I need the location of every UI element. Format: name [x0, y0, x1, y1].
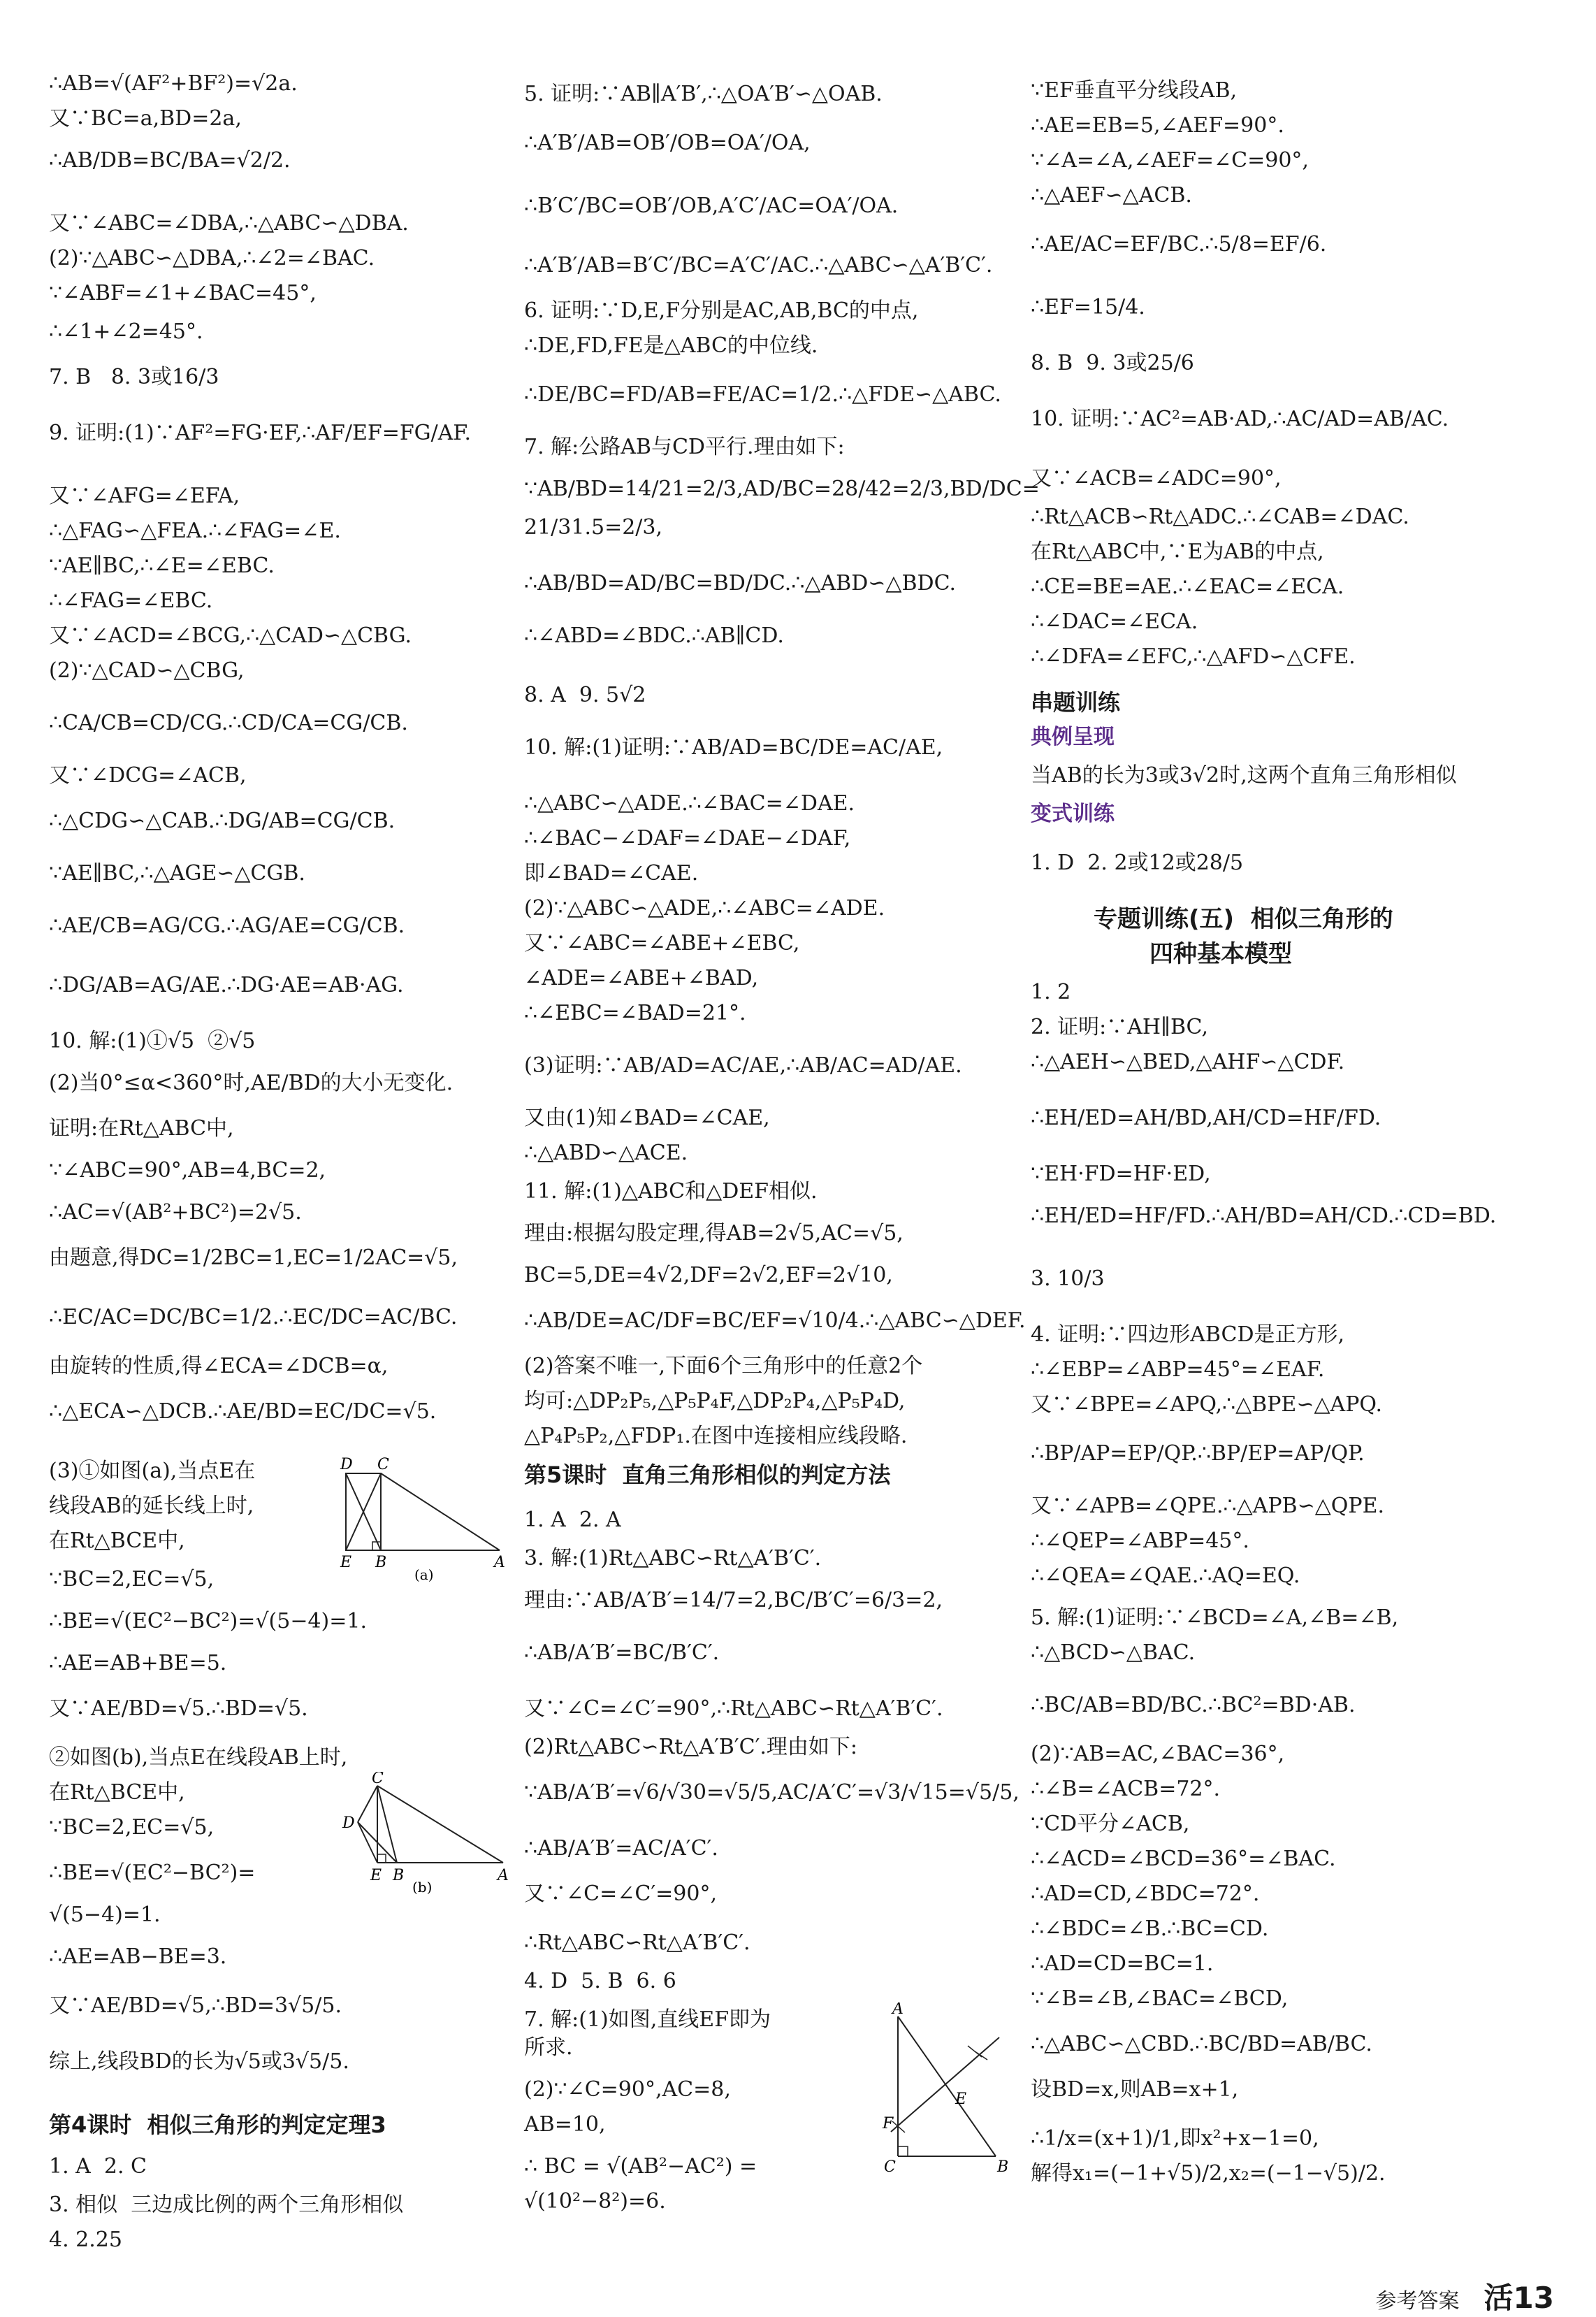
page-footer	[1375, 2275, 1554, 2317]
col3-line: ∵EF垂直平分线段AB,	[1031, 78, 1238, 103]
col3-line: ∴EF=15/4.	[1031, 295, 1145, 319]
col2-line: (2)Rt△ABC∽Rt△A′B′C′.理由如下:	[524, 1735, 858, 1759]
col3-line: ∴△AEH∽△BED,△AHF∽△CDF.	[1031, 1050, 1345, 1074]
col3-line: ∴CE=BE=AE.∴∠EAC=∠ECA.	[1031, 575, 1344, 599]
col1-line: ∴∠FAG=∠EBC.	[49, 589, 213, 613]
col3-line: ∵EH·FD=HF·ED,	[1031, 1162, 1211, 1186]
col3-line: 在Rt△ABC中,∵E为AB的中点,	[1031, 540, 1324, 564]
col1-line: ∴BE=√(EC²−BC²)=	[49, 1861, 256, 1885]
col3-line: ∴∠B=∠ACB=72°.	[1031, 1777, 1221, 1801]
col1-line: 1. A 2. C	[49, 2154, 147, 2179]
col2-line: ∴△ABD∽△ACE.	[524, 1141, 688, 1165]
col2-line: 4. D 5. B 6. 6	[524, 1969, 676, 1993]
col1-line: 10. 解:(1)①√5 ②√5	[49, 1029, 256, 1053]
col3-line: ∴AE=EB=5,∠AEF=90°.	[1031, 113, 1284, 138]
fig-b-label-d: D	[342, 1814, 355, 1832]
col2-line: 又∵∠ABC=∠ABE+∠EBC,	[524, 931, 800, 955]
col3-line: ∴△ABC∽△CBD.∴BC/BD=AB/BC.	[1031, 2032, 1372, 2056]
col2-line: ∴A′B′/AB=OB′/OB=OA′/OA,	[524, 131, 811, 155]
col2-line: 所求.	[524, 2035, 573, 2060]
fig-a-label-b: B	[375, 1554, 387, 1571]
col3-line: ∴1/x=(x+1)/1,即x²+x−1=0,	[1031, 2126, 1319, 2151]
col1-line: (2)∵△ABC∽△DBA,∴∠2=∠BAC.	[49, 246, 375, 270]
col2-line: 理由:根据勾股定理,得AB=2√5,AC=√5,	[524, 1221, 904, 1246]
fig-b-label-c: C	[372, 1772, 384, 1787]
col2-line: 即∠BAD=∠CAE.	[524, 861, 699, 886]
col3-line: 当AB的长为3或3√2时,这两个直角三角形相似	[1031, 763, 1457, 788]
col1-line: ∴AE=AB+BE=5.	[49, 1651, 227, 1675]
col2-line: ∴DE/BC=FD/AB=FE/AC=1/2.∴△FDE∽△ABC.	[524, 382, 1001, 407]
col2-line: ∴A′B′/AB=B′C′/BC=A′C′/AC.∴△ABC∽△A′B′C′.	[524, 253, 993, 277]
col1-line: 第4课时 相似三角形的判定定理3	[49, 2112, 386, 2138]
figure-b	[335, 1772, 517, 1898]
fig-b-label-b: B	[393, 1867, 405, 1884]
fig-b-label-a: A	[498, 1867, 509, 1884]
col3-line: ∵∠B=∠B,∠BAC=∠BCD,	[1031, 1986, 1289, 2011]
col3-line: 典例呈现	[1031, 725, 1115, 749]
col3-line: 10. 证明:∵AC²=AB·AD,∴AC/AD=AB/AC.	[1031, 407, 1449, 431]
fig-7-label-b: B	[997, 2158, 1009, 2176]
col1-line: ∵AE∥BC,∴∠E=∠EBC.	[49, 554, 275, 578]
col2-line: 11. 解:(1)△ABC和△DEF相似.	[524, 1179, 818, 1204]
col3-line: ∴△BCD∽△BAC.	[1031, 1640, 1196, 1665]
col1-line: ∵∠ABF=∠1+∠BAC=45°,	[49, 281, 317, 305]
fig-7-label-f: F	[883, 2115, 894, 2132]
fig-7-label-c: C	[884, 2158, 896, 2176]
col1-line: 4. 2.25	[49, 2228, 122, 2252]
col3-line: ∴∠ACD=∠BCD=36°=∠BAC.	[1031, 1847, 1336, 1871]
col3-line: ∴EH/ED=HF/FD.∴AH/BD=AH/CD.∴CD=BD.	[1031, 1204, 1497, 1228]
col3-line: ∵∠A=∠A,∠AEF=∠C=90°,	[1031, 148, 1309, 173]
col2-line: △P₄P₅P₂,△FDP₁.在图中连接相应线段略.	[524, 1424, 908, 1448]
col2-line: 21/31.5=2/3,	[524, 515, 663, 540]
col1-line: 又∵∠DCG=∠ACB,	[49, 763, 247, 788]
col2-line: 又∵∠C=∠C′=90°,∴Rt△ABC∽Rt△A′B′C′.	[524, 1696, 943, 1721]
col3-line: 专题训练(五) 相似三角形的	[1094, 905, 1393, 933]
col1-line: ②如图(b),当点E在线段AB上时,	[49, 1745, 348, 1770]
col1-line: 7. B 8. 3或16/3	[49, 365, 219, 389]
figure-a	[332, 1454, 514, 1587]
col3-line: ∴BP/AP=EP/QP.∴BP/EP=AP/QP.	[1031, 1441, 1365, 1466]
col1-line: ∴AE/CB=AG/CG.∴AG/AE=CG/CB.	[49, 914, 405, 938]
col1-line: ∴∠1+∠2=45°.	[49, 319, 203, 344]
col3-line: 3. 10/3	[1031, 1266, 1105, 1291]
col2-line: ∴∠BAC−∠DAF=∠DAE−∠DAF,	[524, 826, 851, 851]
col3-line: (2)∵AB=AC,∠BAC=36°,	[1031, 1742, 1285, 1766]
col3-line: ∴Rt△ACB∽Rt△ADC.∴∠CAB=∠DAC.	[1031, 505, 1409, 529]
col2-line: ∵AB/A′B′=√6/√30=√5/5,AC/A′C′=√3/√15=√5/5,	[524, 1780, 1020, 1805]
col2-line: BC=5,DE=4√2,DF=2√2,EF=2√10,	[524, 1263, 893, 1287]
col2-line: 理由:∵AB/A′B′=14/7=2,BC/B′C′=6/3=2,	[524, 1588, 943, 1612]
page-number: 活13	[1483, 2281, 1554, 2315]
col2-line: ∴B′C′/BC=OB′/OB,A′C′/AC=OA′/OA.	[524, 194, 899, 218]
col1-line: ∵BC=2,EC=√5,	[49, 1815, 215, 1840]
col3-line: ∵CD平分∠ACB,	[1031, 1812, 1190, 1836]
col1-line: 又∵∠ABC=∠DBA,∴△ABC∽△DBA.	[49, 211, 409, 236]
fig-a-label-e: E	[340, 1554, 352, 1571]
col2-line: 8. A 9. 5√2	[524, 683, 646, 707]
col1-line: 在Rt△BCE中,	[49, 1780, 185, 1805]
col1-line: (3)①如图(a),当点E在	[49, 1459, 256, 1483]
figure-7	[877, 2002, 1024, 2177]
col3-line: ∴∠BDC=∠B.∴BC=CD.	[1031, 1917, 1269, 1941]
col2-line: ∴DE,FD,FE是△ABC的中位线.	[524, 333, 818, 358]
col2-line: ∴AB/A′B′=BC/B′C′.	[524, 1640, 720, 1665]
fig-a-label-a: A	[494, 1554, 505, 1571]
col2-line: 6. 证明:∵D,E,F分别是AC,AB,BC的中点,	[524, 298, 919, 323]
col1-line: ∴DG/AB=AG/AE.∴DG·AE=AB·AG.	[49, 973, 404, 997]
col1-line: √(5−4)=1.	[49, 1903, 161, 1927]
col3-line: 又∵∠BPE=∠APQ,∴△BPE∽△APQ.	[1031, 1392, 1383, 1417]
col1-line: 综上,线段BD的长为√5或3√5/5.	[49, 2049, 349, 2074]
col2-line: ∠ADE=∠ABE+∠BAD,	[524, 966, 759, 990]
col1-line: ∴AB/DB=BC/BA=√2/2.	[49, 148, 291, 173]
col1-line: ∵∠ABC=90°,AB=4,BC=2,	[49, 1158, 326, 1183]
col3-line: 又∵∠APB=∠QPE.∴△APB∽△QPE.	[1031, 1494, 1385, 1518]
col2-line: 7. 解:公路AB与CD平行.理由如下:	[524, 435, 845, 459]
col2-line: 10. 解:(1)证明:∵AB/AD=BC/DE=AC/AE,	[524, 735, 943, 760]
col2-line: ∴AB/DE=AC/DF=BC/EF=√10/4.∴△ABC∽△DEF.	[524, 1308, 1026, 1333]
col3-line: 四种基本模型	[1149, 940, 1292, 968]
col2-line: 7. 解:(1)如图,直线EF即为	[524, 2007, 771, 2032]
col1-line: 3. 相似 三边成比例的两个三角形相似	[49, 2193, 404, 2217]
col1-line: (2)当0°≤α<360°时,AE/BD的大小无变化.	[49, 1071, 454, 1095]
col1-line: 线段AB的延长线上时,	[49, 1494, 254, 1518]
col1-line: 又∵BC=a,BD=2a,	[49, 106, 242, 131]
col2-line: ∴AB/BD=AD/BC=BD/DC.∴△ABD∽△BDC.	[524, 571, 956, 596]
col3-line: 8. B 9. 3或25/6	[1031, 351, 1194, 375]
col1-line: ∴BE=√(EC²−BC²)=√(5−4)=1.	[49, 1609, 368, 1633]
col1-line: 又∵AE/BD=√5.∴BD=√5.	[49, 1696, 308, 1721]
fig-b-label-e: E	[370, 1867, 382, 1884]
col2-line: (2)答案不唯一,下面6个三角形中的任意2个	[524, 1354, 923, 1378]
col1-line: ∴△CDG∽△CAB.∴DG/AB=CG/CB.	[49, 809, 396, 833]
col3-line: ∴BC/AB=BD/BC.∴BC²=BD·AB.	[1031, 1693, 1356, 1717]
col3-line: 2. 证明:∵AH∥BC,	[1031, 1015, 1208, 1039]
col1-line: ∴△FAG∽△FEA.∴∠FAG=∠E.	[49, 519, 341, 543]
col1-line: 在Rt△BCE中,	[49, 1529, 185, 1553]
col1-line: (2)∵△CAD∽△CBG,	[49, 658, 245, 683]
col1-line: 证明:在Rt△ABC中,	[49, 1116, 234, 1141]
col2-line: 3. 解:(1)Rt△ABC∽Rt△A′B′C′.	[524, 1546, 822, 1571]
col2-line: (3)证明:∵AB/AD=AC/AE,∴AB/AC=AD/AE.	[524, 1053, 962, 1078]
col1-line: ∴CA/CB=CD/CG.∴CD/CA=CG/CB.	[49, 711, 408, 735]
fig-7-label-a: A	[892, 2002, 904, 2018]
footer-label: 参考答案	[1375, 2289, 1460, 2314]
col1-line: ∵BC=2,EC=√5,	[49, 1567, 215, 1591]
col3-line: 又∵∠ACB=∠ADC=90°,	[1031, 466, 1282, 491]
col2-line: ∴△ABC∽△ADE.∴∠BAC=∠DAE.	[524, 791, 855, 816]
col1-line: ∴AB=√(AF²+BF²)=√2a.	[49, 71, 298, 96]
col1-line: 由旋转的性质,得∠ECA=∠DCB=α,	[49, 1354, 389, 1378]
fig-a-caption: (a)	[414, 1566, 434, 1583]
col2-line: 又∵∠C=∠C′=90°,	[524, 1882, 717, 1906]
col3-line: ∴∠EBP=∠ABP=45°=∠EAF.	[1031, 1357, 1325, 1382]
col2-line: 又由(1)知∠BAD=∠CAE,	[524, 1106, 770, 1130]
col3-line: ∴∠DFA=∠EFC,∴△AFD∽△CFE.	[1031, 644, 1356, 669]
col1-line: ∴AC=√(AB²+BC²)=2√5.	[49, 1200, 302, 1225]
col3-line: ∴AD=CD,∠BDC=72°.	[1031, 1882, 1260, 1906]
col3-line: ∴AD=CD=BC=1.	[1031, 1951, 1214, 1976]
col1-line: ∵AE∥BC,∴△AGE∽△CGB.	[49, 861, 305, 886]
col1-line: 由题意,得DC=1/2BC=1,EC=1/2AC=√5,	[49, 1246, 458, 1270]
col3-line: ∴∠QEP=∠ABP=45°.	[1031, 1529, 1249, 1553]
col2-line: √(10²−8²)=6.	[524, 2189, 666, 2214]
col2-line: ∵AB/BD=14/21=2/3,AD/BC=28/42=2/3,BD/DC=	[524, 477, 1040, 501]
col1-line: ∴AE=AB−BE=3.	[49, 1944, 227, 1969]
col3-line: ∴△AEF∽△ACB.	[1031, 183, 1192, 208]
col2-line: AB=10,	[524, 2112, 606, 2137]
col3-line: ∴∠DAC=∠ECA.	[1031, 609, 1198, 634]
col3-line: 设BD=x,则AB=x+1,	[1031, 2077, 1239, 2102]
col1-line: 又∵∠ACD=∠BCG,∴△CAD∽△CBG.	[49, 623, 412, 648]
col3-line: ∴EH/ED=AH/BD,AH/CD=HF/FD.	[1031, 1106, 1381, 1130]
col3-line: 串题训练	[1031, 689, 1121, 716]
col2-line: ∴Rt△ABC∽Rt△A′B′C′.	[524, 1930, 750, 1955]
fig-b-caption: (b)	[412, 1879, 433, 1896]
fig-7-label-e: E	[955, 2091, 967, 2108]
col1-line: ∴△ECA∽△DCB.∴AE/BD=EC/DC=√5.	[49, 1399, 437, 1424]
col1-line: ∴EC/AC=DC/BC=1/2.∴EC/DC=AC/BC.	[49, 1305, 458, 1329]
col3-line: 1. D 2. 2或12或28/5	[1031, 851, 1244, 875]
fig-a-label-c: C	[377, 1456, 389, 1473]
col2-line: ∴ BC = √(AB²−AC²) =	[524, 2154, 757, 2179]
col1-line: 9. 证明:(1)∵AF²=FG·EF,∴AF/EF=FG/AF.	[49, 421, 472, 445]
col2-line: (2)∵∠C=90°,AC=8,	[524, 2077, 731, 2102]
col3-line: 5. 解:(1)证明:∵∠BCD=∠A,∠B=∠B,	[1031, 1605, 1399, 1630]
col2-line: ∴∠EBC=∠BAD=21°.	[524, 1001, 746, 1025]
col1-line: 又∵AE/BD=√5,∴BD=3√5/5.	[49, 1993, 342, 2018]
col3-line: 1. 2	[1031, 980, 1071, 1004]
col1-line: 又∵∠AFG=∠EFA,	[49, 484, 240, 508]
col3-line: 4. 证明:∵四边形ABCD是正方形,	[1031, 1322, 1345, 1347]
col2-line: 1. A 2. A	[524, 1508, 621, 1532]
col2-line: 5. 证明:∵AB∥A′B′,∴△OA′B′∽△OAB.	[524, 82, 883, 106]
col2-line: ∴AB/A′B′=AC/A′C′.	[524, 1836, 718, 1861]
col2-line: 均可:△DP₂P₅,△P₅P₄F,△DP₂P₄,△P₅P₄D,	[524, 1389, 906, 1413]
col3-line: 变式训练	[1031, 802, 1115, 826]
fig-a-label-d: D	[340, 1456, 353, 1473]
col3-line: 解得x₁=(−1+√5)/2,x₂=(−1−√5)/2.	[1031, 2161, 1386, 2186]
col2-line: 第5课时 直角三角形相似的判定方法	[524, 1461, 891, 1488]
col2-line: ∴∠ABD=∠BDC.∴AB∥CD.	[524, 623, 784, 648]
col3-line: ∴∠QEA=∠QAE.∴AQ=EQ.	[1031, 1564, 1300, 1588]
col3-line: ∴AE/AC=EF/BC.∴5/8=EF/6.	[1031, 232, 1327, 257]
col2-line: (2)∵△ABC∽△ADE,∴∠ABC=∠ADE.	[524, 896, 885, 921]
